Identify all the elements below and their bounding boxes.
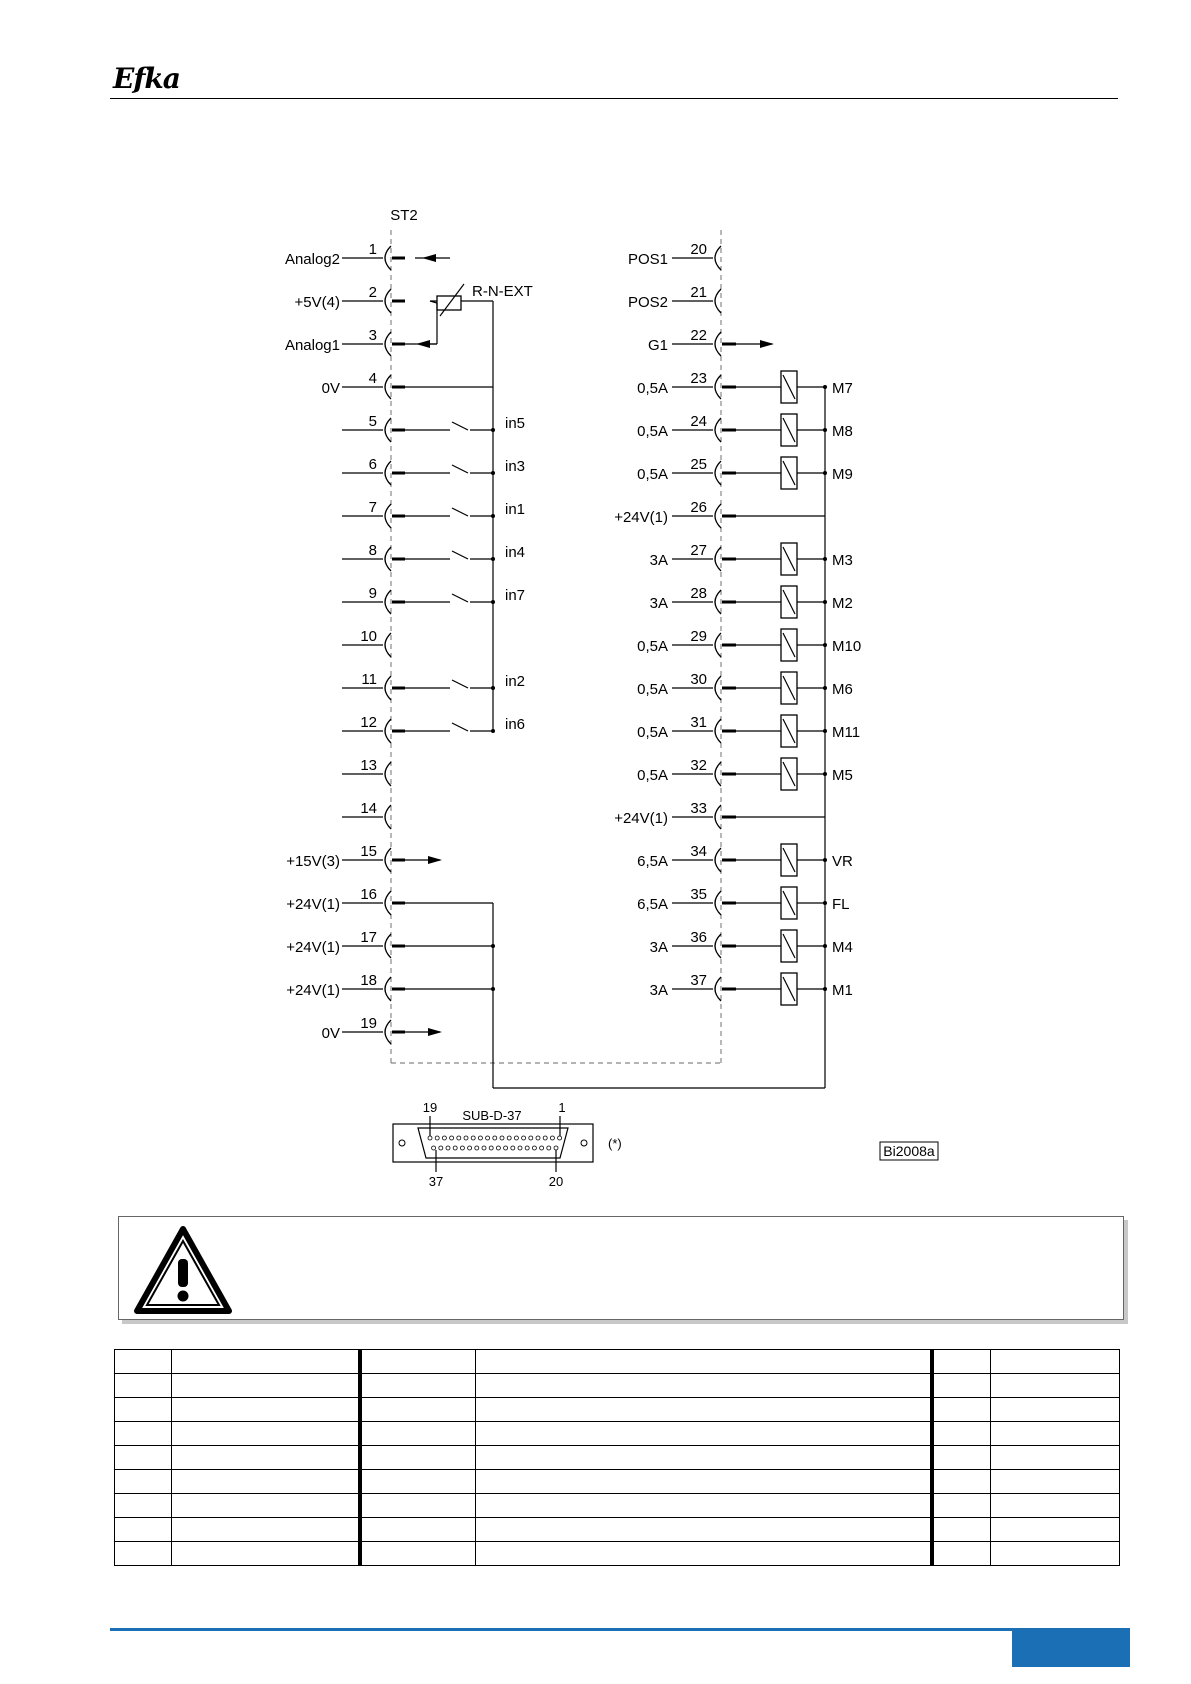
table-cell [115,1542,172,1566]
left-pin-label: Analog2 [284,251,340,268]
table-cell [360,1518,476,1542]
right-pin-number: 24 [690,413,707,430]
table-cell [115,1446,172,1470]
right-pin-number: 37 [690,972,707,989]
table-cell [476,1446,933,1470]
table-cell [991,1350,1120,1374]
right-pin-socket [715,375,721,399]
left-pin-number: 10 [360,628,377,645]
output-label: M11 [832,724,861,741]
right-pin-number: 25 [690,456,707,473]
switch-contact [452,594,468,602]
right-pin-label: 3A [649,552,668,569]
left-pin-socket [385,934,391,958]
switch-contact [452,465,468,473]
output-label: M1 [832,982,853,999]
table-cell [476,1422,933,1446]
g1-arrow [760,340,774,348]
table-row [115,1446,1120,1470]
subd-pin [496,1146,500,1150]
table-cell [476,1374,933,1398]
table-cell [172,1446,361,1470]
table-cell [476,1350,933,1374]
analog1-arrow [416,340,430,348]
left-pin-socket [385,805,391,829]
left-pin-socket [385,676,391,700]
subd-pin [453,1146,457,1150]
table-cell [115,1422,172,1446]
table-cell [932,1542,991,1566]
right-pin-socket [715,719,721,743]
junction-dot [491,944,495,948]
left-pin-number: 1 [368,241,377,258]
subd-pin [507,1136,511,1140]
potentiometer-label: R-N-EXT [472,283,533,300]
subd-pin [482,1146,486,1150]
left-pin-number: 6 [368,456,377,473]
subd-pin [446,1146,450,1150]
table-cell [932,1446,991,1470]
right-pin-socket [715,590,721,614]
left-pin-socket [385,332,391,356]
table-cell [991,1374,1120,1398]
table-cell [991,1494,1120,1518]
right-pin-socket [715,891,721,915]
left-pin-socket [385,848,391,872]
right-pin-number: 35 [690,886,707,903]
table-cell [360,1398,476,1422]
left-pin-socket [385,289,391,313]
left-pin-socket [385,418,391,442]
subd-pin [475,1146,479,1150]
right-pin-socket [715,676,721,700]
switch-contact [452,508,468,516]
junction-dot [491,557,495,561]
right-pin-number: 21 [690,284,707,301]
left-pin-socket [385,375,391,399]
table-cell [991,1422,1120,1446]
output-label: M7 [832,380,853,397]
table-cell [172,1494,361,1518]
table-cell [476,1494,933,1518]
right-pin-label: POS2 [627,294,668,311]
right-pin-label: 0,5A [637,767,668,784]
table-cell [115,1398,172,1422]
junction-dot [491,428,495,432]
output-label: M9 [832,466,853,483]
junction-dot [491,600,495,604]
input-label: in4 [505,544,526,561]
right-pin-socket [715,977,721,1001]
right-pin-number: 34 [690,843,707,860]
table-cell [932,1470,991,1494]
subd-pin [450,1136,454,1140]
output-label: M10 [832,638,862,655]
right-pin-number: 22 [690,327,707,344]
table-row [115,1494,1120,1518]
output-label: M3 [832,552,853,569]
right-pin-number: 28 [690,585,707,602]
table-cell [932,1398,991,1422]
left-pin-number: 18 [360,972,377,989]
left-pin-label: +24V(1) [286,896,340,913]
right-pin-label: G1 [647,337,668,354]
subd-pin-20-label: 20 [548,1174,564,1189]
subd-pin [468,1146,472,1150]
subd-label: SUB-D-37 [462,1108,522,1123]
warning-box [118,1216,1124,1320]
subd-pin [489,1146,493,1150]
left-pin-number: 8 [368,542,377,559]
connector-label: ST2 [390,207,418,224]
left-pin-number: 11 [361,671,377,688]
right-pin-label: +24V(1) [614,509,668,526]
pin-assignment-table [114,1349,1120,1566]
subd-pin [464,1136,468,1140]
right-pin-label: 0,5A [637,380,668,397]
table-cell [991,1446,1120,1470]
input-label: in7 [505,587,526,604]
input-label: in3 [505,458,526,475]
right-pin-label: POS1 [627,251,668,268]
left-pin-number: 16 [360,886,377,903]
right-pin-label: 3A [649,982,668,999]
right-pin-number: 30 [690,671,707,688]
switch-contact [452,680,468,688]
left-pin-socket [385,977,391,1001]
gnd19-arrow [428,1028,442,1036]
subd-pin [504,1146,508,1150]
subd-pin [536,1136,540,1140]
table-row [115,1350,1120,1374]
right-pin-label: 0,5A [637,638,668,655]
table-cell [991,1518,1120,1542]
table-cell [115,1350,172,1374]
table-cell [360,1494,476,1518]
left-pin-label: +24V(1) [286,982,340,999]
right-pin-socket [715,504,721,528]
left-pin-socket [385,719,391,743]
right-pin-socket [715,418,721,442]
left-pin-socket [385,1020,391,1044]
subd-pin [540,1146,544,1150]
table-cell [932,1422,991,1446]
output-label: M4 [832,939,853,956]
right-pin-socket [715,547,721,571]
subd-pin [511,1146,515,1150]
left-pin-socket [385,504,391,528]
subd-pin [471,1136,475,1140]
left-pin-label: 0V [321,1025,340,1042]
subd-pin [428,1136,432,1140]
table-cell [932,1494,991,1518]
junction-dot [491,471,495,475]
subd-pin-1-label: 1 [558,1100,566,1115]
left-pin-number: 9 [368,585,377,602]
right-pin-number: 23 [690,370,707,387]
subd-pin [529,1136,533,1140]
right-pin-socket [715,633,721,657]
table-cell [476,1398,933,1422]
right-pin-label: 6,5A [637,896,668,913]
left-pin-label: +5V(4) [294,294,340,311]
subd-pin [543,1136,547,1140]
right-pin-socket [715,246,721,270]
v15-arrow [428,856,442,864]
table-cell [172,1542,361,1566]
right-pin-number: 32 [690,757,707,774]
output-label: FL [832,896,850,913]
right-pin-label: 6,5A [637,853,668,870]
left-pin-label: +24V(1) [286,939,340,956]
subd-pin [525,1146,529,1150]
table-cell [115,1494,172,1518]
table-cell [172,1374,361,1398]
subd-pin [500,1136,504,1140]
right-pin-number: 29 [690,628,707,645]
table-cell [172,1470,361,1494]
left-pin-number: 3 [368,327,377,344]
junction-dot [491,729,495,733]
right-pin-number: 33 [690,800,707,817]
left-pin-label: Analog1 [284,337,340,354]
junction-dot [491,514,495,518]
output-label: M5 [832,767,853,784]
left-pin-number: 7 [368,499,377,516]
left-pin-label: +15V(3) [286,853,340,870]
switch-contact [452,723,468,731]
right-pin-number: 27 [690,542,707,559]
left-pin-number: 4 [368,370,377,387]
page-number-box [1012,1628,1130,1667]
subd-screw [399,1140,405,1146]
right-pin-number: 36 [690,929,707,946]
subd-pin [439,1146,443,1150]
subd-pin [493,1136,497,1140]
table-row [115,1374,1120,1398]
left-pin-number: 2 [368,284,377,301]
subd-pin [460,1146,464,1150]
left-pin-number: 19 [360,1015,377,1032]
table-cell [932,1350,991,1374]
table-cell [115,1470,172,1494]
table-cell [115,1374,172,1398]
subd-pin [554,1146,558,1150]
input-label: in6 [505,716,526,733]
junction-dot [491,987,495,991]
table-cell [476,1518,933,1542]
figure-id: Bi2008a [883,1143,935,1159]
subd-pin [514,1136,518,1140]
table-cell [172,1350,361,1374]
left-pin-number: 12 [360,714,377,731]
table-cell [172,1398,361,1422]
subd-pin [457,1136,461,1140]
left-pin-socket [385,461,391,485]
subd-pin-19-label: 19 [422,1100,438,1115]
right-pin-number: 20 [690,241,707,258]
table-cell [360,1446,476,1470]
table-cell [172,1422,361,1446]
table-cell [991,1542,1120,1566]
left-pin-number: 17 [360,929,377,946]
input-label: in5 [505,415,526,432]
subd-pin [518,1146,522,1150]
warning-triangle-icon [133,1225,233,1315]
left-pin-number: 14 [360,800,377,817]
junction-dot [491,686,495,690]
table-cell [360,1350,476,1374]
left-pin-number: 5 [368,413,377,430]
left-pin-number: 13 [360,757,377,774]
subd-note: (*) [608,1136,622,1151]
table-cell [991,1470,1120,1494]
output-label: M2 [832,595,853,612]
table-cell [991,1398,1120,1422]
subd-pin [532,1146,536,1150]
subd-screw [581,1140,587,1146]
right-pin-label: 0,5A [637,681,668,698]
subd-pin [558,1136,562,1140]
right-pin-label: 0,5A [637,466,668,483]
efka-logo: Efka [113,62,180,95]
subd-pin [522,1136,526,1140]
right-pin-number: 26 [690,499,707,516]
table-cell [115,1518,172,1542]
left-pin-number: 15 [360,843,377,860]
output-label: VR [832,853,853,870]
subd-pin [442,1136,446,1140]
table-cell [932,1374,991,1398]
subd-pin [547,1146,551,1150]
right-pin-label: 0,5A [637,724,668,741]
left-pin-socket [385,762,391,786]
subd-pin-37-label: 37 [428,1174,444,1189]
table-cell [932,1518,991,1542]
left-pin-socket [385,246,391,270]
left-pin-label: 0V [321,380,340,397]
table-cell [476,1542,933,1566]
subd-pin [486,1136,490,1140]
right-pin-socket [715,332,721,356]
subd-pin [478,1136,482,1140]
switch-contact [452,551,468,559]
table-cell [360,1470,476,1494]
table-row [115,1518,1120,1542]
right-pin-socket [715,289,721,313]
table-cell [360,1542,476,1566]
subd-pin [550,1136,554,1140]
right-pin-socket [715,934,721,958]
subd-pin [432,1146,436,1150]
right-pin-socket [715,461,721,485]
left-pin-socket [385,547,391,571]
right-pin-label: +24V(1) [614,810,668,827]
right-pin-socket [715,848,721,872]
left-pin-socket [385,891,391,915]
left-pin-socket [385,590,391,614]
table-row [115,1470,1120,1494]
subd-pin [435,1136,439,1140]
subd-body [418,1128,568,1158]
right-pin-label: 3A [649,939,668,956]
table-cell [360,1422,476,1446]
output-label: M8 [832,423,853,440]
right-pin-label: 3A [649,595,668,612]
footer-rule [110,1628,1130,1631]
right-pin-socket [715,762,721,786]
output-label: M6 [832,681,853,698]
right-pin-socket [715,805,721,829]
table-row [115,1398,1120,1422]
input-label: in1 [505,501,526,518]
table-row [115,1422,1120,1446]
input-label: in2 [505,673,526,690]
right-pin-number: 31 [690,714,707,731]
table-row [115,1542,1120,1566]
left-pin-socket [385,633,391,657]
table-cell [360,1374,476,1398]
table-cell [476,1470,933,1494]
analog2-arrow [422,254,436,262]
table-cell [172,1518,361,1542]
right-pin-label: 0,5A [637,423,668,440]
switch-contact [452,422,468,430]
